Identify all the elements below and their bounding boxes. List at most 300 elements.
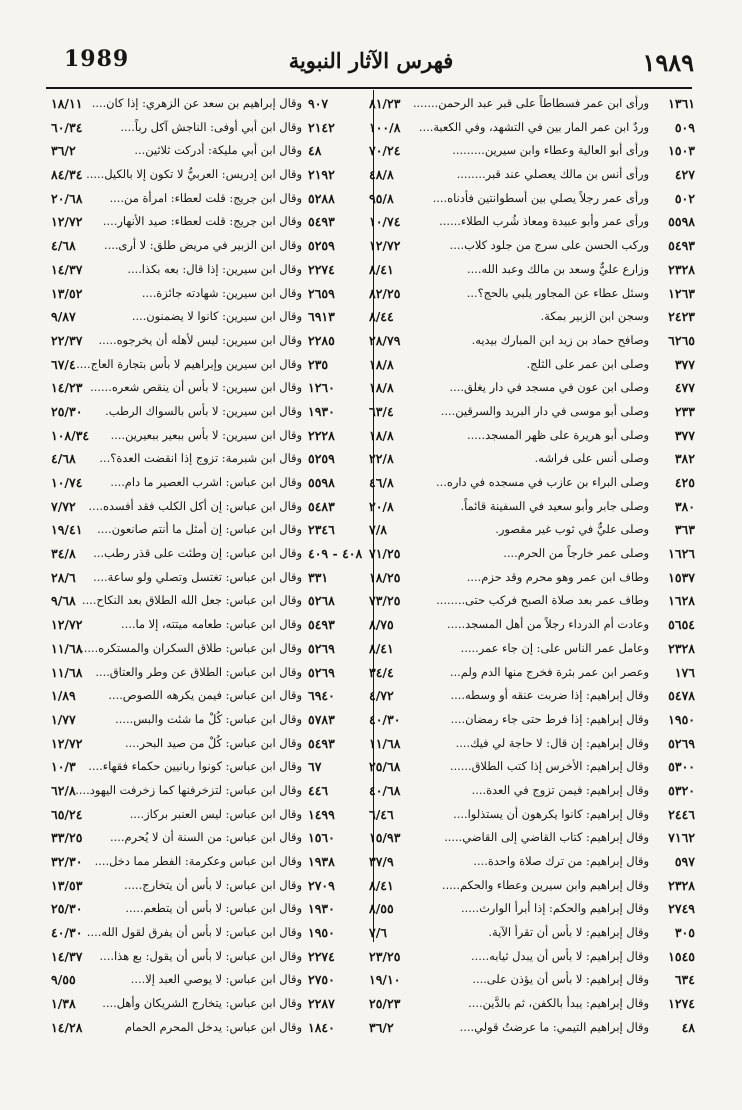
entry-number: ١٩٣٨ (308, 854, 335, 869)
entry-text: وعامل عمر الناس على: إن جاء عمر..... (460, 640, 649, 655)
page-header (0, 40, 742, 80)
entry-reference: ٨٤/٣٤ (51, 167, 83, 183)
entry-text: وقال ابن جريج: قلت لعطاء: صيد الأنهار.... (102, 214, 302, 229)
index-entry (369, 708, 695, 732)
index-entry (45, 447, 372, 471)
entry-reference: ٣٢/٣٠ (51, 854, 83, 869)
entry-number: ٢٣٢٨ (668, 640, 695, 656)
entry-number: ٢١٤٢ (308, 119, 335, 135)
entry-text: ورأى أبو العالية وعطاء وابن سيرين......... (452, 143, 649, 158)
entry-number: ٢٢٨٧ (308, 996, 335, 1012)
entry-number: ٤٨ (681, 1019, 695, 1035)
entry-number: ٤٧٧ (674, 380, 695, 396)
index-entry (45, 661, 372, 685)
index-entry (45, 684, 372, 708)
entry-reference: ٨/٤١ (369, 261, 394, 277)
index-entry (369, 518, 695, 542)
entry-reference: ٤٨/٨ (369, 167, 394, 183)
index-entry (45, 945, 372, 969)
entry-text: وقال ابن جريج: قلت لعطاء: امرأة من.... (109, 190, 302, 205)
entry-reference: ١٨/٨ (369, 380, 394, 396)
entry-reference: ١٠/٧٤ (369, 214, 401, 230)
entry-reference: ٢٥/٢٣ (369, 996, 401, 1012)
index-entry (45, 258, 372, 282)
entry-text: وقال ابن عباس: فيمن يكرهه اللصوص.... (108, 688, 302, 703)
entry-number: ٢٦٥٩ (308, 285, 335, 301)
entry-reference: ٦٥/٢٤ (51, 806, 83, 822)
index-entry (369, 945, 695, 969)
entry-reference: ١١/٦٨ (51, 640, 83, 656)
entry-number: ٥٢٦٩ (308, 640, 335, 656)
index-entry (369, 661, 695, 685)
index-entry (369, 589, 695, 613)
entry-text: وصلى عليٌّ في ثوب غير مقصور. (495, 522, 649, 537)
entry-number: ٦٩١٣ (308, 309, 335, 325)
index-entry (369, 400, 695, 424)
index-entry (369, 732, 695, 756)
entry-text: وقال إبراهيم والحكم: إذا أبرأ الوارث..... (460, 901, 649, 916)
entry-number: ٢٣٤٦ (308, 522, 335, 538)
entry-reference: ١٠٨/٣٤ (51, 427, 90, 443)
entry-number: ٢٢٧٤ (308, 261, 335, 277)
entry-number: ١٦٢٨ (668, 593, 695, 609)
entry-text: وصافح حماد بن زيد ابن المبارك بيديه. (471, 332, 649, 347)
entry-reference: ١/٨٩ (51, 688, 76, 704)
entry-text: ورأى أنس بن مالك يعصلي عند قبر........ (456, 167, 649, 182)
index-entry (369, 992, 695, 1016)
index-entry (45, 282, 372, 306)
entry-number: ١٩٥٠ (668, 711, 695, 727)
entry-number: ٥٢٦٩ (668, 735, 695, 751)
entry-number: ٥٠٩ (674, 119, 695, 135)
entry-reference: ٦٠/٣٤ (51, 119, 83, 135)
index-entry (369, 803, 695, 827)
entry-number: ٥٣٢٠ (668, 782, 695, 798)
index-entry (369, 329, 695, 353)
entry-number: ٥٣٠٠ (668, 759, 695, 775)
entry-text: وقال ابن عباس: ليس العنبر بركاز.... (129, 806, 302, 821)
entry-number: ٥٢٦٩ (308, 664, 335, 680)
entry-text: وقال ابن سيرين: ليس لأهله أن يخرجوه..... (98, 332, 302, 347)
entry-reference: ٩/٨٧ (51, 309, 76, 325)
index-entry (45, 353, 372, 377)
entry-number: ٤٠٨ - ٤٠٩ (308, 546, 363, 562)
entry-number: ٦٣٤ (674, 972, 695, 988)
entry-number: ٦٧ (308, 759, 322, 775)
entry-reference: ٧٠/٢٤ (369, 143, 401, 159)
entry-number: ٣٨٢ (674, 451, 695, 467)
entry-reference: ٩/٥٥ (51, 972, 76, 988)
entry-number: ٣٣١ (308, 569, 329, 585)
entry-reference: ١٨/٨ (369, 427, 394, 443)
index-entry (45, 613, 372, 637)
entry-text: وصلى أبو موسى في دار البريد والسرقين.... (440, 403, 649, 418)
entry-text: وطاف ابن عمر وهو محرم وقد حزم.... (466, 569, 649, 584)
index-entry (369, 850, 695, 874)
entry-reference: ٨/٤١ (369, 640, 394, 656)
entry-reference: ٦٧/٤ (51, 356, 76, 372)
index-entry (369, 566, 695, 590)
entry-number: ٢٧٤٩ (668, 901, 695, 917)
entry-number: ٢٧٠٩ (308, 877, 335, 893)
index-entry (45, 424, 372, 448)
page-title: فهرس الآثار النبوية (288, 48, 454, 73)
entry-text: وقال إبراهيم: يبدأ بالكفن، ثم بالدَّين.... (468, 996, 649, 1011)
entry-text: وعادت أم الدرداء رجلاً من أهل المسجد..... (447, 617, 649, 632)
index-entry (369, 139, 695, 163)
entry-number: ١٦٢٦ (668, 546, 695, 562)
entry-text: وقال ابن شبرمة: تزوج إذا انقضت العدة؟... (99, 451, 302, 466)
entry-text: وصلى جابر وأبو سعيد في السفينة قائماً. (460, 498, 649, 513)
entry-text: وقال ابن إدريس: العربيُّ لا تكون إلا بالكيل..... (86, 167, 302, 182)
entry-reference: ٦٢/٨ (51, 782, 76, 798)
entry-number: ٢٣٣ (674, 403, 695, 419)
index-entry (45, 708, 372, 732)
index-entry (45, 637, 372, 661)
entry-text: وقال إبراهيم وابن سيرين وعطاء والحكم..... (441, 877, 649, 892)
entry-reference: ٨/٤١ (369, 877, 394, 893)
index-entry (369, 495, 695, 519)
entry-number: ٣٨٠ (674, 498, 695, 514)
entry-reference: ٤/٦٨ (51, 451, 76, 467)
entry-number: ٢٢٧٤ (308, 948, 335, 964)
entry-number: ١٣٦١ (668, 96, 695, 111)
entry-reference: ٩٥/٨ (369, 190, 394, 206)
entry-text: وقال ابن عباس: لا بأس أن يتخارج..... (124, 877, 302, 892)
entry-number: ٧١٦٢ (668, 830, 695, 846)
entry-text: وقال إبراهيم: الأخرس إذا كتب الطلاق...... (449, 759, 649, 774)
entry-reference: ١٤/٢٨ (51, 1019, 83, 1035)
entry-text: وقال ابن عباس: إن أكل الكلب فقد أفسده.... (88, 498, 302, 513)
index-entry (45, 1016, 372, 1040)
index-entry (369, 471, 695, 495)
entry-text: وقال ابن عباس: جعل الله الطلاق بعد النكاح.... (81, 593, 302, 608)
entry-reference: ٨/٥٥ (369, 901, 394, 917)
index-entry (369, 447, 695, 471)
entry-number: ٥٥٩٨ (668, 214, 695, 230)
entry-reference: ٨٢/٢٥ (369, 285, 401, 301)
entry-number: ٥٢٥٩ (308, 451, 335, 467)
entry-reference: ٧٣/٢٥ (369, 593, 401, 609)
index-entry (45, 187, 372, 211)
entry-text: وقال ابن عباس: لتزخرفنها كما زخرفت اليهود.... (75, 782, 302, 797)
entry-text: وعصر ابن عمر بثرة فخرج منها الدم ولم... (449, 664, 649, 679)
index-entry (45, 400, 372, 424)
index-entry (45, 116, 372, 140)
index-entry (369, 921, 695, 945)
entry-number: ١٩٥٠ (308, 925, 335, 941)
entry-number: ١٥٣٧ (668, 569, 695, 585)
entry-number: ٥٢٨٨ (308, 190, 335, 206)
entry-reference: ١٨/٨ (369, 356, 394, 372)
index-entry (369, 684, 695, 708)
entry-reference: ٣٧/٩ (369, 854, 394, 869)
entry-reference: ٧/٦ (369, 925, 387, 941)
index-column-left (45, 92, 372, 1040)
entry-reference: ٤٠/٣٠ (51, 925, 83, 941)
entry-text: وقال إبراهيم: كتاب القاضي إلى القاضي..... (444, 830, 649, 845)
entry-reference: ٣٣/٢٥ (51, 830, 83, 846)
index-entry (45, 376, 372, 400)
entry-number: ٢٣٥ (308, 356, 329, 372)
entry-text: وسجن ابن الزبير بمكة. (540, 309, 649, 324)
entry-reference: ١٣/٥٣ (51, 877, 83, 893)
entry-reference: ٣٦/٢ (369, 1019, 394, 1035)
entry-reference: ٢٥/٣٠ (51, 403, 83, 419)
index-entry (369, 1016, 695, 1040)
index-entry (369, 779, 695, 803)
entry-reference: ١٠٠/٨ (369, 119, 401, 135)
entry-text: وقال ابن عباس: يدخل المحرم الحمام (124, 1019, 302, 1034)
index-entry (45, 566, 372, 590)
entry-text: وقال ابن عباس: كونوا ربانيين حكماء فقهاء.... (88, 759, 302, 774)
entry-text: وقال ابن عباس: تغتسل وتصلي ولو ساعة.... (93, 569, 302, 584)
entry-number: ٥٢٥٩ (308, 238, 335, 254)
index-entry (45, 921, 372, 945)
entry-reference: ١٠/٧٤ (51, 475, 83, 490)
entry-text: وقال ابن عباس: يتخارج الشريكان وأهل.... (102, 996, 302, 1011)
index-entry (369, 897, 695, 921)
entry-text: وقال ابن سيرين: كانوا لا يضمنون.... (131, 309, 302, 324)
entry-number: ٤٢٧ (674, 167, 695, 183)
entry-text: وقال ابن عباس: لا بأس أن يتطعم..... (125, 901, 302, 916)
entry-text: وقال ابن سيرين: لا بأس ببعير ببعيرين.... (110, 427, 302, 442)
entry-text: وقال ابن عباس: طلاق السكران والمستكره..... (80, 640, 302, 655)
index-entry (369, 353, 695, 377)
index-entry (369, 968, 695, 992)
entry-number: ٥٥٩٨ (308, 475, 335, 490)
entry-number: ٢١٩٢ (308, 167, 335, 183)
entry-text: وصلى ابن عمر على الثلج. (526, 356, 649, 371)
entry-reference: ٤٠/٣٠ (369, 711, 401, 727)
entry-reference: ١/٣٨ (51, 996, 76, 1012)
entry-number: ١٩٣٠ (308, 901, 335, 917)
entry-number: ١٩٣٠ (308, 403, 335, 419)
entry-number: ١٨٤٠ (308, 1019, 335, 1035)
entry-number: ٣٦٣ (674, 522, 695, 538)
entry-text: وقال ابن عباس وعكرمة: الفطر مما دخل.... (94, 854, 302, 868)
entry-number: ٤٤٦ (308, 782, 329, 798)
entry-text: وقال ابن عباس: كُلْ ما شئت والبس..... (115, 711, 302, 726)
entry-reference: ٢٨/٧٩ (369, 332, 401, 348)
entry-reference: ١١/٦٨ (369, 735, 401, 751)
index-entry (45, 92, 372, 116)
entry-reference: ٢٢/٨ (369, 451, 394, 467)
entry-reference: ١٤/٢٣ (51, 380, 83, 396)
entry-reference: ٨/٧٥ (369, 617, 394, 633)
index-entry (45, 542, 372, 566)
entry-reference: ٣٦/٢ (51, 143, 76, 159)
entry-text: وصلى ابن عون في مسجد في دار يغلق.... (449, 380, 649, 395)
entry-text: وقال ابن عباس: لا بأس أن يقول: بع هذا.... (99, 948, 302, 963)
entry-text: وقال إبراهيم: لا بأس أن يبدل ثيابه..... (471, 948, 649, 963)
entry-text: وقال ابن سيرين: إذا قال: بعه بكذا.... (127, 261, 302, 276)
index-entry (45, 518, 372, 542)
entry-text: وقال إبراهيم: كانوا يكرهون أن يستذلوا.... (453, 806, 649, 821)
entry-reference: ٣٤/٨ (51, 546, 76, 562)
index-entry (369, 376, 695, 400)
entry-reference: ٦/٤٦ (369, 806, 394, 822)
header-rule (46, 87, 692, 89)
index-entry (45, 992, 372, 1016)
entry-text: وقال ابن سيرين وإبراهيم لا بأس بتجارة العاج.... (76, 356, 302, 371)
index-entry (45, 826, 372, 850)
index-entry (369, 258, 695, 282)
entry-number: ٢٧٥٠ (308, 972, 335, 988)
index-entry (45, 471, 372, 495)
entry-reference: ١/٧٧ (51, 711, 76, 727)
entry-number: ٦٢٦٥ (668, 332, 695, 348)
entry-reference: ٤٠/٦٨ (369, 782, 401, 798)
entry-reference: ٢٢/٣٧ (51, 332, 83, 348)
index-entry (369, 755, 695, 779)
index-entry (45, 874, 372, 898)
entry-reference: ٢٥/٦٨ (369, 759, 401, 775)
entry-reference: ١٢/٧٢ (51, 214, 83, 230)
entry-text: وزارع عليٌّ وسعد بن مالك وعبد الله.... (467, 261, 649, 276)
entry-reference: ٤/٧٢ (369, 688, 394, 704)
entry-text: وقال ابن عباس: من السنة أن لا يُحرم.... (110, 830, 302, 845)
entry-text: ورأى عمر وأبو عبيدة ومعاذ شُرب الطلاء...... (439, 214, 649, 229)
entry-text: وقال إبراهيم: من ترك صلاة واحدة.... (473, 854, 649, 868)
entry-reference: ٨١/٢٣ (369, 96, 401, 111)
index-entry (45, 305, 372, 329)
index-entry (45, 163, 372, 187)
entry-reference: ١٩/٤١ (51, 522, 83, 538)
entry-reference: ٦٣/٤ (369, 403, 394, 419)
index-entry (369, 613, 695, 637)
index-entry (45, 589, 372, 613)
entry-reference: ٢٣/٢٥ (369, 948, 401, 964)
index-entry (369, 826, 695, 850)
entry-text: وقال إبراهيم: إذا ضربت عنقه أو وسطه.... (450, 688, 649, 703)
entry-text: وصلى البراء بن عازب في مسجده في داره... (435, 475, 649, 489)
index-entry (45, 779, 372, 803)
entry-text: وقال ابن عباس: طعامه ميتته، إلا ما.... (120, 617, 302, 632)
entry-text: وردٌ ابن عمر المار بين في التشهد، وفي الكعبة.... (418, 119, 649, 134)
entry-text: وقال إبراهيم: إن قال: لا حاجة لي فيك.... (455, 735, 649, 750)
entry-number: ٥٤٧٨ (668, 688, 695, 704)
entry-text: وقال ابن أبي مليكة: أدركت ثلاثين... (134, 143, 302, 158)
index-entry (369, 282, 695, 306)
entry-reference: ٧١/٢٥ (369, 546, 401, 562)
entry-reference: ١١/٦٨ (51, 664, 83, 680)
entry-reference: ١٢/٧٢ (51, 735, 83, 751)
entry-reference: ٢٨/٦ (51, 569, 76, 585)
entry-number: ٥٧٨٣ (308, 711, 335, 727)
index-entry (45, 803, 372, 827)
entry-number: ١٢٧٤ (668, 996, 695, 1012)
entry-reference: ٩/٦٨ (51, 593, 76, 609)
entry-text: وقال ابن عباس: إن وطئت على قذر رطب... (93, 546, 302, 561)
entry-number: ١٢٦٠ (308, 380, 335, 396)
index-entry (369, 116, 695, 140)
entry-reference: ١٩/١٠ (369, 972, 401, 988)
index-entry (369, 163, 695, 187)
entry-number: ٥٤٩٣ (308, 735, 335, 751)
entry-reference: ٤/٦٨ (51, 238, 76, 254)
entry-number: ٥٤٩٣ (308, 617, 335, 633)
entry-reference: ١٢/٧٢ (369, 238, 401, 254)
entry-reference: ١٨/٢٥ (369, 569, 401, 585)
entry-number: ٢٢٢٨ (308, 427, 335, 443)
entry-reference: ١٥/٩٣ (369, 830, 401, 846)
index-entry (369, 424, 695, 448)
page-number-latin: 1989 (64, 46, 130, 72)
entry-number: ١٤٩٩ (308, 806, 335, 822)
entry-reference: ٨/٤٤ (369, 309, 394, 325)
index-entry (369, 874, 695, 898)
entry-number: ٢٣٢٨ (668, 877, 695, 893)
entry-number: ٥٦٥٤ (668, 617, 695, 633)
entry-number: ٣٧٧ (674, 356, 695, 372)
entry-text: وقال ابن عباس: كُلْ من صيد البحر.... (125, 735, 302, 750)
index-entry (45, 850, 372, 874)
page-number-arabic: ١٩٨٩ (642, 48, 694, 77)
entry-text: وقال إبراهيم التيمي: ما عرضتُ قولي.... (459, 1019, 649, 1034)
entry-text: وقال ابن الزبير في مريض طلق: لا أرى.... (103, 238, 302, 253)
entry-text: وقال إبراهيم: لا بأس أن يؤذن على.... (472, 972, 649, 987)
entry-reference: ٣٤/٤ (369, 664, 394, 680)
entry-number: ٢٤٢٣ (668, 309, 695, 325)
entry-number: ٥٠٢ (674, 190, 695, 206)
entry-text: وقال إبراهيم: فيمن تزوج في العدة.... (471, 782, 649, 797)
entry-reference: ٧/٧٢ (51, 498, 76, 514)
index-entry (369, 92, 695, 116)
index-entry (369, 637, 695, 661)
entry-text: وقال ابن سيرين: لا بأس بالسواك الرطب. (105, 403, 302, 418)
entry-text: وقال ابن عباس: اشرب العصير ما دام.... (110, 475, 302, 489)
index-entry (45, 495, 372, 519)
entry-text: وركب الحسن على سرج من جلود كلاب.... (449, 238, 649, 253)
index-entry (45, 139, 372, 163)
entry-text: ورأى عمر رجلاً يصلي بين أسطوانتين فأدناه.... (432, 190, 649, 205)
entry-number: ٤٨ (308, 143, 322, 159)
entry-text: وقال ابن عباس: لا بأس أن يفرق لقول الله.... (86, 925, 302, 940)
entry-text: وقال إبراهيم بن سعد عن الزهري: إذا كان.... (91, 96, 302, 110)
index-entry (369, 210, 695, 234)
entry-text: وقال ابن عباس: الطلاق عن وطر والعتاق.... (95, 664, 302, 679)
entry-number: ٤٢٥ (674, 475, 695, 490)
entry-number: ١٥٠٣ (668, 143, 695, 159)
entry-text: وقال ابن عباس: إن أمثل ما أنتم صانعون.... (97, 522, 302, 537)
entry-number: ٣٠٥ (674, 925, 695, 941)
entry-reference: ٤٦/٨ (369, 475, 394, 490)
entry-text: وصلى عمر خارجاً من الحرم.... (503, 546, 649, 561)
entry-text: وسئل عطاء عن المجاور يلبي بالحج؟... (466, 285, 649, 300)
entry-number: ٢٣٢٨ (668, 261, 695, 277)
entry-number: ١٧٦ (674, 664, 695, 680)
index-entry (369, 187, 695, 211)
entry-reference: ١٤/٣٧ (51, 261, 83, 277)
index-entry (369, 542, 695, 566)
entry-number: ٥٤٨٣ (308, 498, 335, 514)
entry-reference: ١٣/٥٢ (51, 285, 83, 301)
entry-number: ٢٤٤٦ (668, 806, 695, 822)
entry-text: وقال ابن عباس: لا يوصي العبد إلا.... (130, 972, 302, 987)
index-entry (45, 732, 372, 756)
entry-number: ١٥٤٥ (668, 948, 695, 964)
entry-text: وقال ابن سيرين: شهادته جائزة.... (141, 285, 302, 300)
index-entry (45, 210, 372, 234)
entry-reference: ١٤/٣٧ (51, 948, 83, 964)
entry-text: وطاف عمر بعد صلاة الصبح فركب حتى........ (436, 593, 649, 608)
entry-text: وصلى أبو هريرة على ظهر المسجد..... (467, 427, 649, 442)
entry-reference: ١٠/٣ (51, 759, 76, 775)
index-entry (45, 234, 372, 258)
entry-number: ٦٩٤٠ (308, 688, 335, 704)
entry-number: ١٥٦٠ (308, 830, 335, 846)
